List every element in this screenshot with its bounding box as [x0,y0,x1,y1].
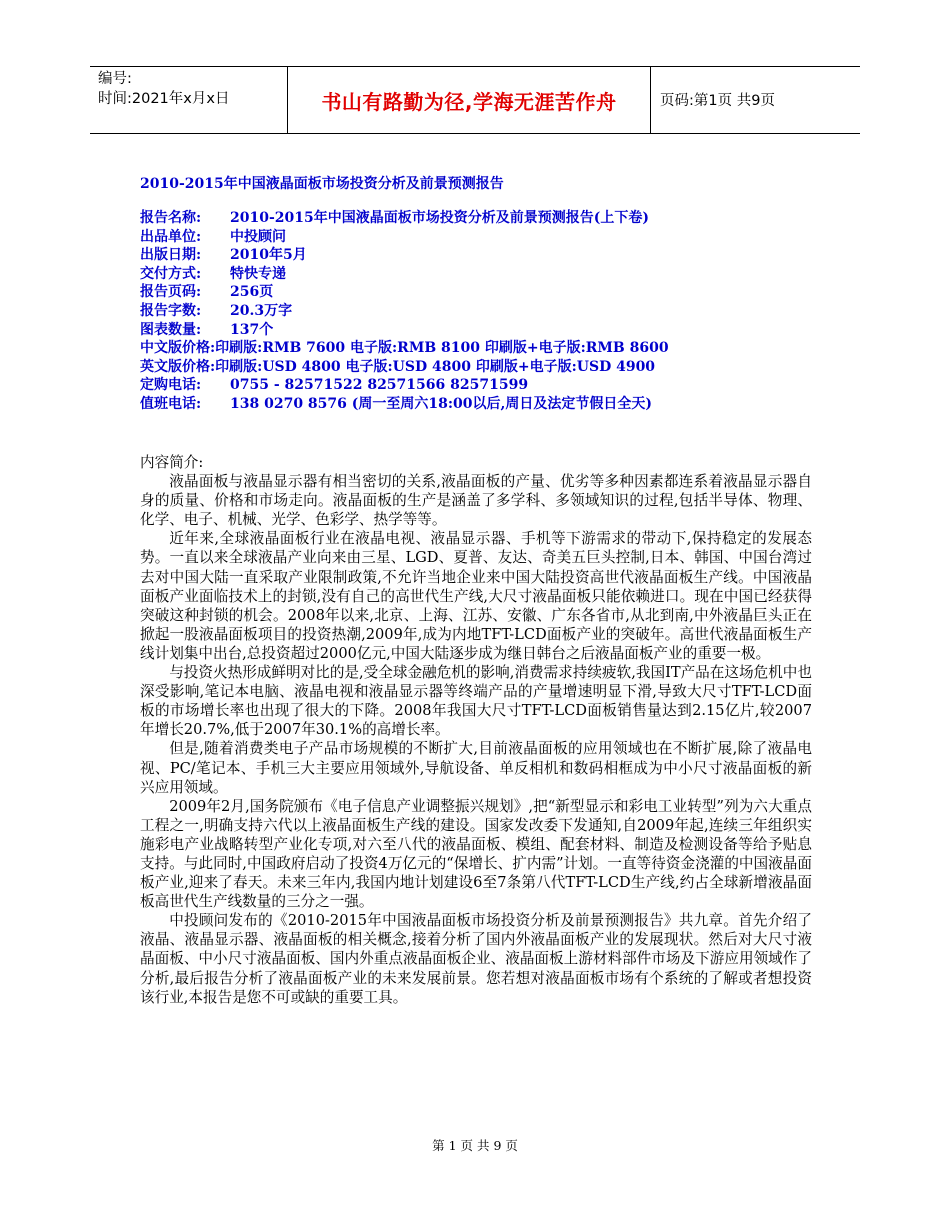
summary-paragraph: 液晶面板与液晶显示器有相当密切的关系,液晶面板的产量、优劣等多种因素都连系着液晶显示器自身的质量、价格和市场走向。液晶面板的生产是涵盖了多学科、多领域知识的过程,包括半导体、物理、化学、电子、机械、光学、色彩学、热学等等。 [140,473,812,529]
info-value: 2010-2015年中国液晶面板市场投资分析及前景预测报告(上下卷) [230,210,649,226]
info-row-publisher [140,228,860,247]
header-motto-cell [287,67,651,133]
info-value: 特快专递 [230,265,286,282]
motto-text: 书山有路勤为径,学海无涯苦作舟 [321,89,617,114]
summary-paragraph: 中投顾问发布的《2010-2015年中国液晶面板市场投资分析及前景预测报告》共九章。首先介绍了液晶、液晶显示器、液晶面板的相关概念,接着分析了国内外液晶面板产业的发展现状。然后对大尺寸液晶面板、中小尺寸液晶面板、国内外重点液晶面板企业、液晶面板上游材料部件市场及下游应用领域作了分析,最后报告分析了液晶面板产业的未来发展前景。您若想对液晶面板市场有个系统的了解或者想投资该行业,本报告是您不可或缺的重要工具。 [140,912,812,1006]
info-row-pages [140,283,860,302]
info-label: 中文版价格: [140,340,216,357]
info-value: 2010年5月 [230,247,307,264]
info-value: 20.3万字 [230,302,293,319]
info-row-delivery [140,265,860,284]
report-summary [140,453,812,1007]
info-row-charts [140,321,860,340]
report-info [140,209,860,414]
info-value: 印刷版:RMB 7600 电子版:RMB 8100 印刷版+电子版:RMB 8600 [215,340,669,357]
number-label: 编号: [98,71,132,87]
info-label: 英文版价格: [140,358,216,375]
info-label: 报告字数: [140,302,202,319]
info-row-duty-phone [140,395,860,414]
info-row-date [140,246,860,265]
info-label: 出版日期: [140,247,202,264]
info-row-order-phone [140,376,860,395]
time-label: 时间:2021年x月x日 [98,91,230,107]
info-value: 中投顾问 [230,228,286,245]
info-row-price-cn [140,339,860,358]
info-value: 137个 [230,321,274,338]
summary-paragraph: 但是,随着消费类电子产品市场规模的不断扩大,目前液晶面板的应用领域也在不断扩展,除了液晶电视、PC/笔记本、手机三大主要应用领域外,导航设备、单反相机和数码相框成为中小尺寸液晶面板的新兴应用领域。 [140,740,812,796]
report-title: 2010-2015年中国液晶面板市场投资分析及前景预测报告 [140,176,504,192]
info-value: 256页 [230,284,274,301]
header-page-info: 页码:第1页 共9页 [660,93,775,109]
page-header [90,66,860,134]
header-meta [98,69,288,109]
info-value: 0755 - 82571522 82571566 82571599 [230,377,529,394]
info-row-words [140,302,860,321]
summary-paragraph: 近年来,全球液晶面板行业在液晶电视、液晶显示器、手机等下游需求的带动下,保持稳定的发展态势。一直以来全球液晶产业向来由三星、LGD、夏普、友达、奇美五巨头控制,日本、韩国、中国台湾过去对中国大陆一直采取产业限制政策,不允许当地企业来中国大陆投资高世代液晶面板生产线。中国液晶面板产业面临技术上的封锁,没有自己的高世代生产线,大尺寸液晶面板只能依赖进口。现在中国已经获得突破这种封锁的机会。2008年以来,北京、上海、江苏、安徽、广东各省市,从北到南,中外液晶巨头正在掀起一股液晶面板项目的投资热潮,2009年,成为内地TFT-LCD面板产业的突破年。高世代液晶面板生产线计划集中出台,总投资超过2000亿元,中国大陆逐步成为继日韩台之后液晶面板产业的重要一极。 [140,530,812,662]
info-label: 值班电话: [140,395,202,412]
info-label: 报告页码: [140,284,202,301]
info-label: 定购电话: [140,377,202,394]
info-value: 138 0270 8576 (周一至周六18:00以后,周日及法定节假日全天) [230,395,653,412]
info-label: 交付方式: [140,265,202,282]
page-footer: 第 1 页 共 9 页 [432,1138,518,1153]
info-row-price-en [140,358,860,377]
info-label: 报告名称: [140,210,202,226]
info-label: 图表数量: [140,321,202,338]
info-row-name [140,209,860,228]
info-value: 印刷版:USD 4800 电子版:USD 4800 印刷版+电子版:USD 4900 [215,358,656,375]
summary-paragraph: 与投资火热形成鲜明对比的是,受全球金融危机的影响,消费需求持续疲软,我国IT产品在这场危机中也深受影响,笔记本电脑、液晶电视和液晶显示器等终端产品的产量增速明显下滑,导致大尺寸TFT-LCD面板的市场增长率也出现了很大的下降。2008年我国大尺寸TFT-LCD面板销售量达到2.15亿片,较2007年增长20.7%,低于2007年30.1%的高增长率。 [140,664,812,739]
intro-label: 内容简介: [140,454,204,471]
summary-paragraph: 2009年2月,国务院颁布《电子信息产业调整振兴规划》,把“新型显示和彩电工业转型”列为六大重点工程之一,明确支持六代以上液晶面板生产线的建设。国家发改委下发通知,自2009年起,连续三年组织实施彩电产业战略转型产业化专项,对六至八代的液晶面板、模组、配套材料、制造及检测设备等给予贴息支持。与此同时,中国政府启动了投资4万亿元的“保增长、扩内需”计划。一直等待资金浇灌的中国液晶面板产业,迎来了春天。未来三年内,我国内地计划建设6至7条第八代TFT-LCD生产线,约占全球新增液晶面板高世代生产线数量的三分之一强。 [140,797,812,911]
info-label: 出品单位: [140,228,202,245]
